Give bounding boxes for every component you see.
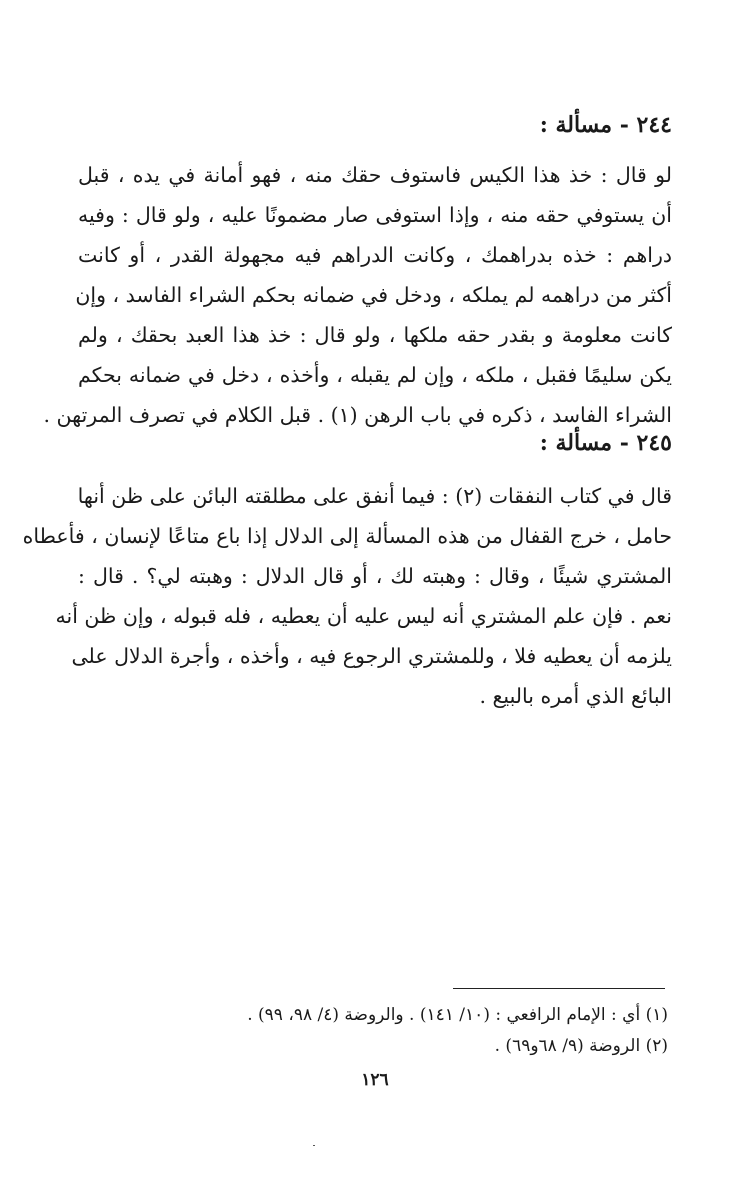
text-line: المشتري شيئًا ، وقال : وهبته لك ، أو قال الدلال : وهبته لي؟ . قال : [78, 564, 672, 588]
text-line: لو قال : خذ هذا الكيس فاستوف حقك منه ، فهو أمانة في يده ، قبل [78, 163, 672, 187]
text-line: البائع الذي أمره بالبيع . [479, 684, 672, 708]
text-line: الشراء الفاسد ، ذكره في باب الرهن (١) . قبل الكلام في تصرف المرتهن . [43, 403, 672, 427]
text-line: يلزمه أن يعطيه فلا ، وللمشتري الرجوع فيه ، وأخذه ، وأجرة الدلال على [71, 644, 672, 668]
text-line: أن يستوفي حقه منه ، وإذا استوفى صار مضمونًا عليه ، ولو قال : وفيه [78, 203, 672, 227]
footnote-1: (١) أي : الإمام الرافعي : (١٠/ ١٤١) . والروضة (٤/ ٩٨، ٩٩) . [247, 1005, 668, 1025]
footnote-2: (٢) الروضة (٩/ ٦٨و٦٩) . [494, 1036, 668, 1056]
text-line: حامل ، خرج القفال من هذه المسألة إلى الدلال إذا باع متاعًا لإنسان ، فأعطاه [22, 524, 672, 548]
text-line: كانت معلومة و بقدر حقه ملكها ، ولو قال : خذ هذا العبد بحقك ، ولم [78, 323, 672, 347]
section-paragraph-245 [22, 476, 672, 716]
scan-speck [313, 1145, 315, 1146]
text-line: دراهم : خذه بدراهمك ، وكانت الدراهم فيه مجهولة القدر ، أو كانت [78, 243, 672, 267]
text-line: يكن سليمًا فقبل ، ملكه ، وإن لم يقبله ، وأخذه ، دخل في ضمانه بحكم [78, 363, 672, 387]
section-heading-244: ٢٤٤ - مسألة : [539, 112, 672, 138]
section-paragraph-244 [43, 155, 672, 435]
text-line: قال في كتاب النفقات (٢) : فيما أنفق على مطلقته البائن على ظن أنها [77, 484, 672, 508]
page-number: ١٢٦ [361, 1070, 389, 1090]
footnote-divider [453, 988, 665, 989]
section-heading-245: ٢٤٥ - مسألة : [539, 430, 672, 456]
text-line: نعم . فإن علم المشتري أنه ليس عليه أن يعطيه ، فله قبوله ، وإن ظن أنه [55, 604, 672, 628]
text-line: أكثر من دراهمه لم يملكه ، ودخل في ضمانه بحكم الشراء الفاسد ، وإن [75, 283, 672, 307]
